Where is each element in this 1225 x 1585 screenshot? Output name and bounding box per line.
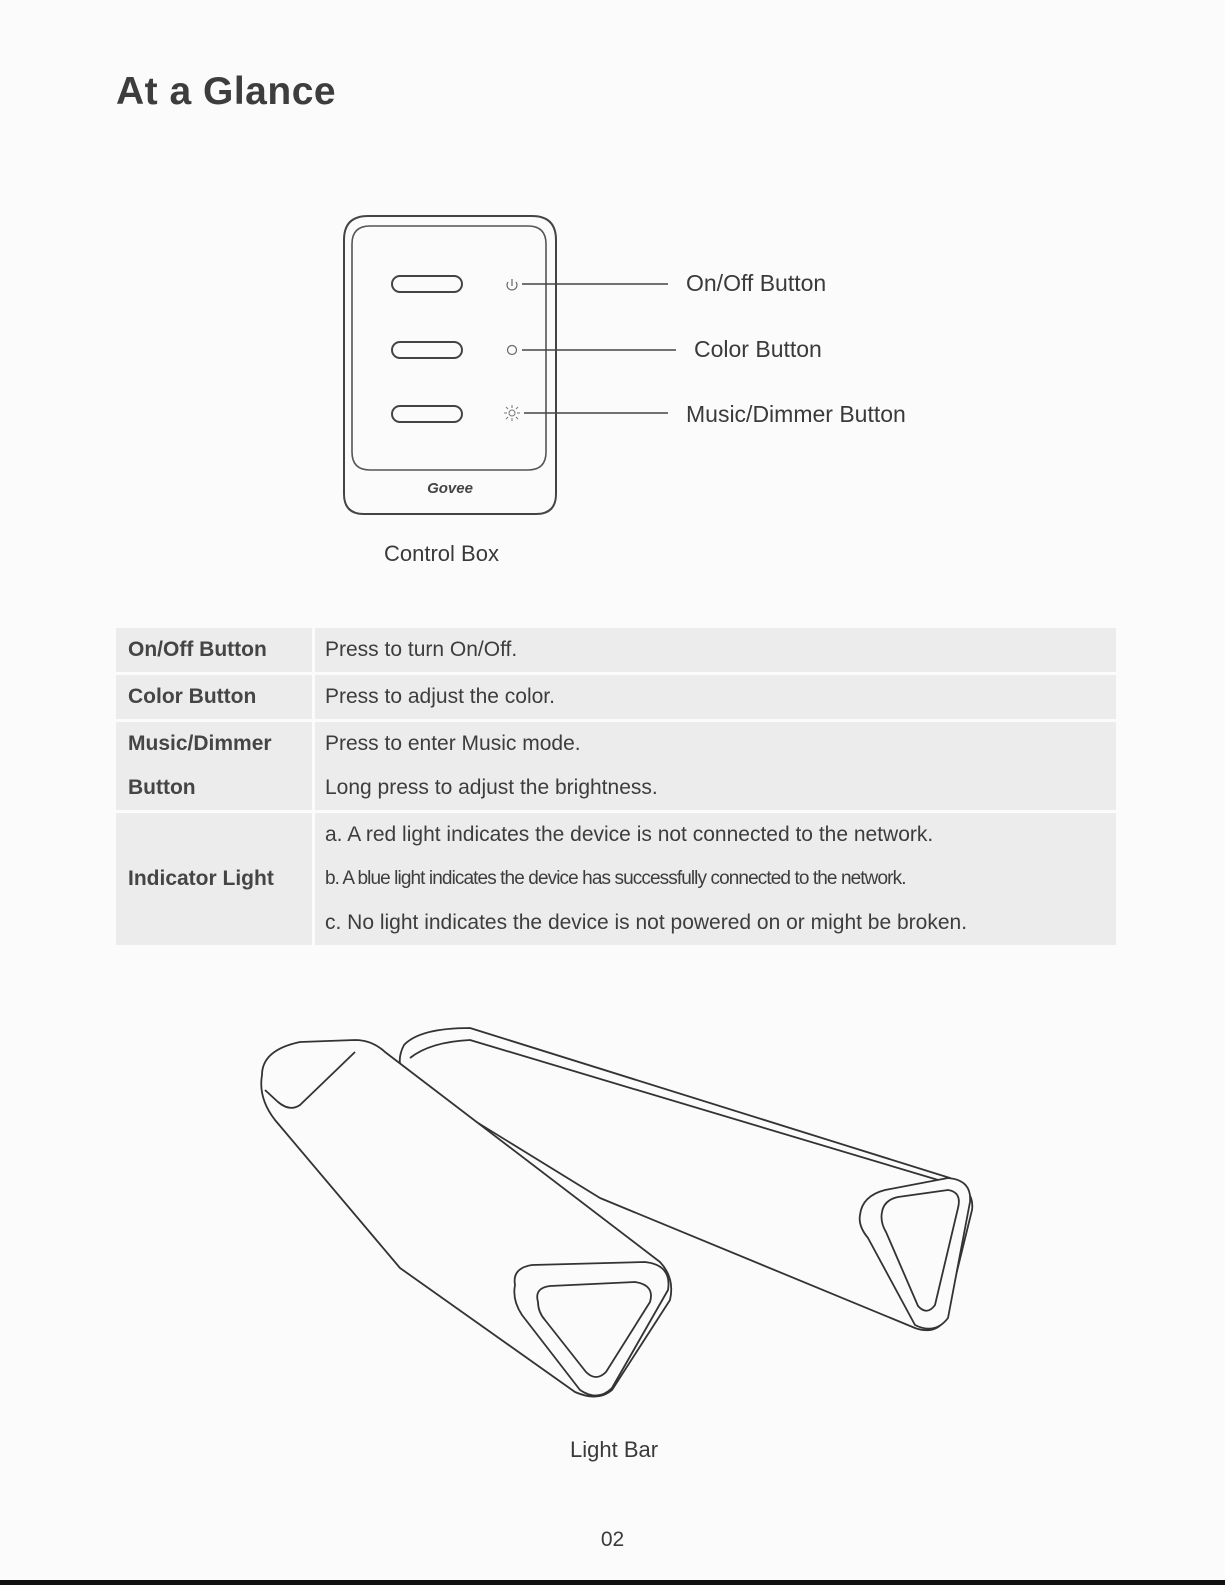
color-callout: Color Button xyxy=(694,336,822,362)
row-label: On/Off Button xyxy=(116,628,314,674)
page-title: At a Glance xyxy=(116,70,337,113)
onoff-callout: On/Off Button xyxy=(686,270,827,296)
bottom-rule xyxy=(0,1580,1225,1585)
page-number: 02 xyxy=(600,1528,625,1551)
govee-logo: Govee xyxy=(427,480,473,497)
row-description: Press to enter Music mode. Long press to adjust the brightness. xyxy=(314,721,1117,812)
row-label: Color Button xyxy=(116,674,314,721)
row-description: a. A red light indicates the device is not connected to the network. b. A blue light indicates the device has successfully connected to the network. c. No light indicates the device is not powered on or might be broken. xyxy=(314,812,1117,947)
row-description: Press to turn On/Off. xyxy=(314,628,1117,674)
row-label: Music/Dimmer Button xyxy=(116,721,314,812)
control-box-caption: Control Box xyxy=(384,541,499,566)
row-label: Indicator Light xyxy=(116,812,314,947)
light-bar-caption: Light Bar xyxy=(570,1437,659,1462)
music-callout: Music/Dimmer Button xyxy=(686,401,906,427)
row-description: Press to adjust the color. xyxy=(314,674,1117,721)
